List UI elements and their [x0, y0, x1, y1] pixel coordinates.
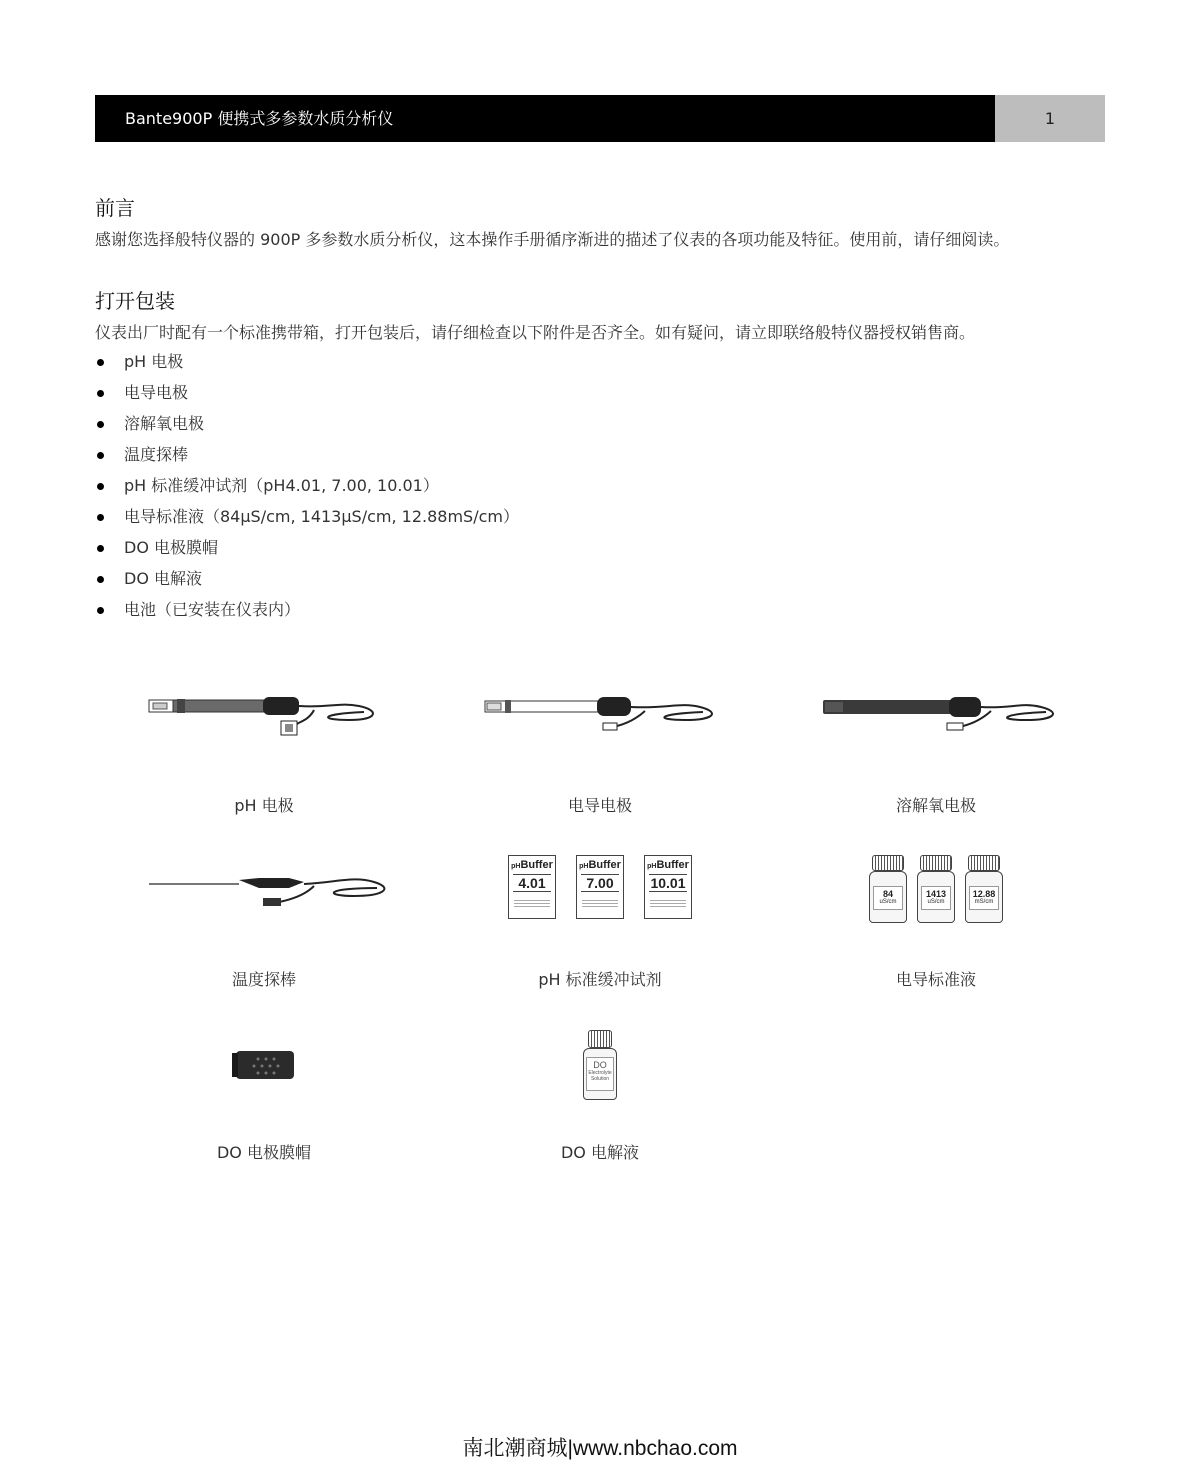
page-header: [95, 95, 1105, 142]
unpacking-text: 仪表出厂时配有一个标准携带箱，打开包装后，请仔细检查以下附件是否齐全。如有疑问，请立即联络般特仪器授权销售商。: [95, 323, 976, 342]
temperature-probe-icon: [139, 862, 389, 912]
temperature-probe-image: [95, 862, 433, 912]
caption-do-electrode: 溶解氧电极: [895, 796, 976, 815]
list-item: 电导电极: [95, 379, 519, 410]
list-item: DO 电解液: [95, 565, 519, 596]
list-item: pH 标准缓冲试剂（pH4.01, 7.00, 10.01）: [95, 472, 519, 503]
bullet-icon: [97, 390, 104, 397]
list-item: DO 电极膜帽: [95, 534, 519, 565]
bullet-icon: [97, 452, 104, 459]
unpacking-title: 打开包装: [95, 289, 175, 313]
page-number: 1: [995, 95, 1105, 142]
standard-bottles: [767, 855, 1105, 923]
caption-do-electrolyte: DO 电解液: [560, 1143, 639, 1162]
caption-do-cap: DO 电极膜帽: [216, 1143, 311, 1162]
list-item: 溶解氧电极: [95, 410, 519, 441]
bullet-icon: [97, 514, 104, 521]
accessory-list: [95, 348, 519, 627]
list-item: pH 电极: [95, 348, 519, 379]
footer-watermark: 南北潮商城|www.nbchao.com: [462, 1437, 738, 1460]
list-item: 电导标准液（84μS/cm, 1413μS/cm, 12.88mS/cm）: [95, 503, 519, 534]
ph-buffer-image: [431, 855, 769, 919]
caption-temp-probe: 温度探棒: [231, 970, 296, 989]
header-title: Bante900P 便携式多参数水质分析仪: [95, 95, 995, 142]
preface-text: 感谢您选择般特仪器的 900P 多参数水质分析仪，这本操作手册循序渐进的描述了仪表的各项功能及特征。使用前，请仔细阅读。: [95, 230, 1010, 249]
conductivity-electrode-image: [431, 690, 769, 740]
buffer-sachet: pHBuffer 10.01: [644, 855, 692, 919]
caption-cond-standard: 电导标准液: [895, 970, 976, 989]
do-membrane-cap-icon: [224, 1048, 304, 1082]
standard-bottle: 1413 uS/cm: [917, 855, 955, 923]
list-item: 温度探棒: [95, 441, 519, 472]
standard-bottle: 12.88 mS/cm: [965, 855, 1003, 923]
do-electrode-image: [767, 690, 1105, 740]
bullet-icon: [97, 483, 104, 490]
conductivity-standard-image: [767, 855, 1105, 923]
buffer-sachet: pHBuffer 4.01: [508, 855, 556, 919]
preface-title: 前言: [95, 196, 135, 220]
standard-bottle: 84 uS/cm: [869, 855, 907, 923]
bullet-icon: [97, 545, 104, 552]
caption-ph-buffer: pH 标准缓冲试剂: [538, 970, 662, 989]
buffer-sachet: pHBuffer 7.00: [576, 855, 624, 919]
do-electrolyte-image: [431, 1030, 769, 1100]
bullet-icon: [97, 359, 104, 366]
bullet-icon: [97, 421, 104, 428]
conductivity-electrode-icon: [475, 690, 725, 740]
bullet-icon: [97, 607, 104, 614]
caption-cond-electrode: 电导电极: [567, 796, 632, 815]
bullet-icon: [97, 576, 104, 583]
caption-ph-electrode: pH 电极: [234, 796, 294, 815]
list-item: 电池（已安装在仪表内）: [95, 596, 519, 627]
electrolyte-bottle: DO Electrolyte Solution: [583, 1030, 617, 1100]
ph-electrode-icon: [139, 690, 389, 740]
buffer-sachets: [431, 855, 769, 919]
do-cap-image: [95, 1048, 433, 1082]
ph-electrode-image: [95, 690, 433, 740]
do-electrode-icon: [811, 690, 1061, 740]
